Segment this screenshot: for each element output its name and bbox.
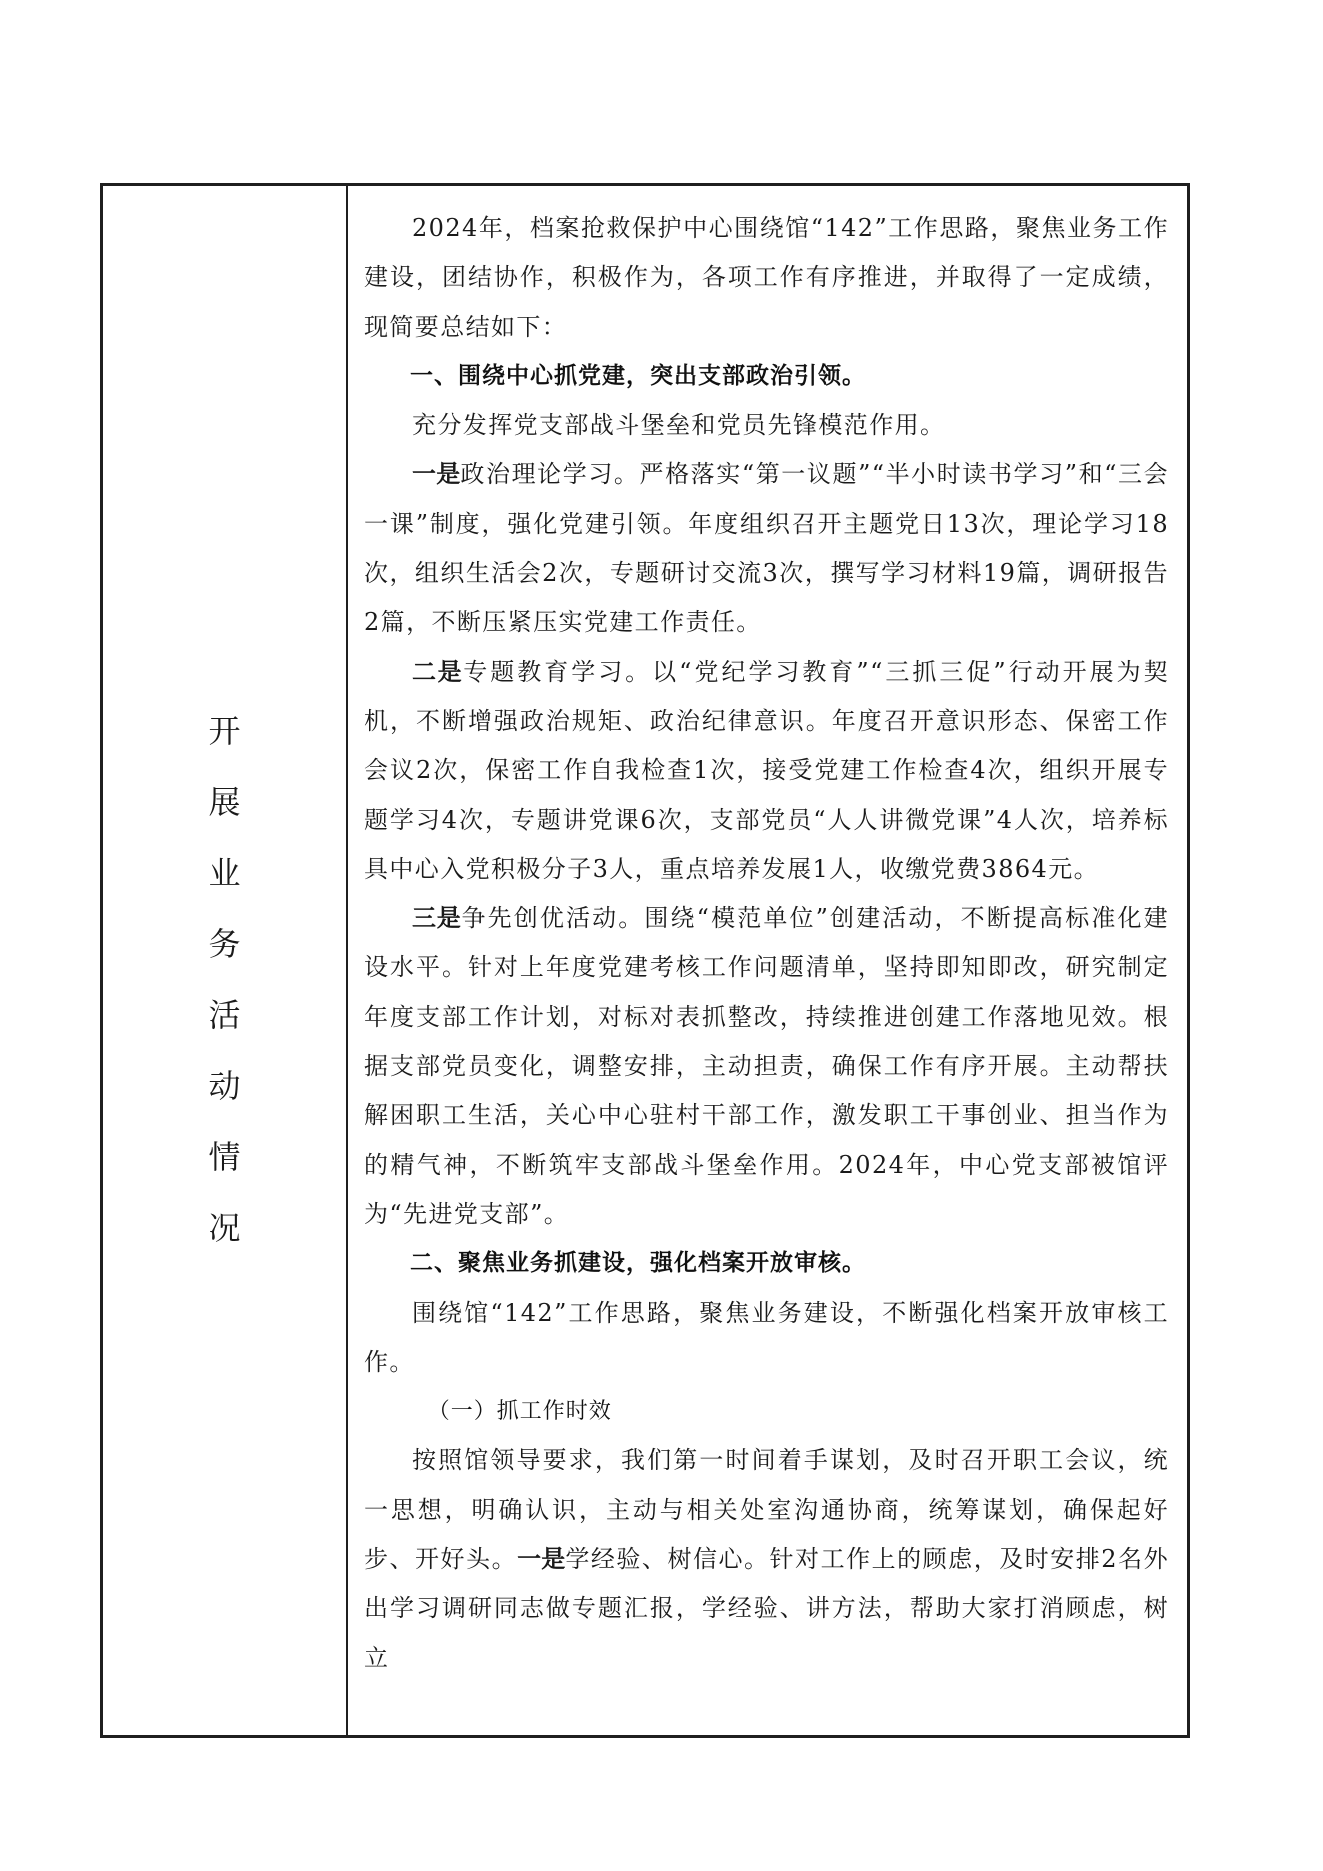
item-text: 政治理论学习。严格落实“第一议题”“半小时读书学习”和“三会一课”制度，强化党建引领。年度组织召开主题党日13次，理论学习18次，组织生活会2次，专题研讨交流3次，撰写学习材料19篇，调研报告2篇，不断压紧压实党建工作责任。 [364,460,1170,637]
label-char: 开 [208,712,241,750]
paragraph-text: 按照馆领导要求，我们第一时间着手谋划，及时召开职工会议，统一思想，明确认识，主动与相关处室沟通协商，统筹谋划，确保起好步、开好头。 [364,1446,1169,1574]
section1-lead-paragraph: 充分发挥党支部战斗堡垒和党员先锋模范作用。 [412,411,946,440]
label-char: 活 [208,996,241,1034]
item-lead: 一是 [517,1545,566,1574]
form-table [100,183,1190,1738]
label-char: 展 [208,783,241,821]
item-lead: 三是 [412,904,462,933]
item-lead: 一是 [412,460,461,489]
label-char: 情 [208,1138,241,1176]
intro-paragraph: 2024年，档案抢救保护中心围绕馆“142”工作思路，聚焦业务工作建设，团结协作，积极作为，各项工作有序推进，并取得了一定成绩，现简要总结如下： [364,214,1169,341]
label-char: 业 [208,854,241,892]
paragraph-text: 学经验、树信心。针对工作上的顾虑，及时安排2名外出学习调研同志做专题汇报，学经验、讲方法，帮助大家打消顾虑，树立 [364,1545,1170,1672]
section1-item3 [364,894,1169,1239]
label-char: 务 [208,925,241,963]
label-char: 动 [208,1067,241,1105]
item-text: 专题教育学习。以“党纪学习教育”“三抓三促”行动开展为契机，不断增强政治规矩、政治纪律意识。年度召开意识形态、保密工作会议2次，保密工作自我检查1次，接受党建工作检查4次，组织开展专题学习4次，专题讲党课6次，支部党员“人人讲微党课”4人次，培养标具中心入党积极分子3人，重点培养发展1人，收缴党费3864元。 [364,657,1170,883]
section2-lead-paragraph: 围绕馆“142”工作思路，聚焦业务建设，不断强化档案开放审核工作。 [364,1298,1169,1376]
section1-item1 [364,450,1169,647]
content-column [348,186,1187,1735]
section2-sub1-heading: （一）抓工作时效 [427,1399,612,1425]
section2-sub1-paragraph [364,1436,1169,1682]
item-text: 争先创优活动。围绕“模范单位”创建活动，不断提高标准化建设水平。针对上年度党建考核工作问题清单，坚持即知即改，研究制定年度支部工作计划，对标对表抓整改，持续推进创建工作落地见效。根据支部党员变化，调整安排，主动担责，确保工作有序开展。主动帮扶解困职工生活，关心中心驻村干部工作，激发职工干事创业、担当作为的精气神，不断筑牢支部战斗堡垒作用。2024年，中心党支部被馆评为“先进党支部”。 [364,904,1169,1228]
item-lead: 二是 [412,657,464,686]
section1-item2 [364,648,1169,894]
section2-heading: 二、聚焦业务抓建设，强化档案开放审核。 [410,1250,866,1277]
vertical-section-label [103,696,346,1264]
label-column [103,186,348,1735]
section1-heading: 一、围绕中心抓党建，突出支部政治引领。 [410,362,866,389]
label-char: 况 [208,1209,241,1247]
